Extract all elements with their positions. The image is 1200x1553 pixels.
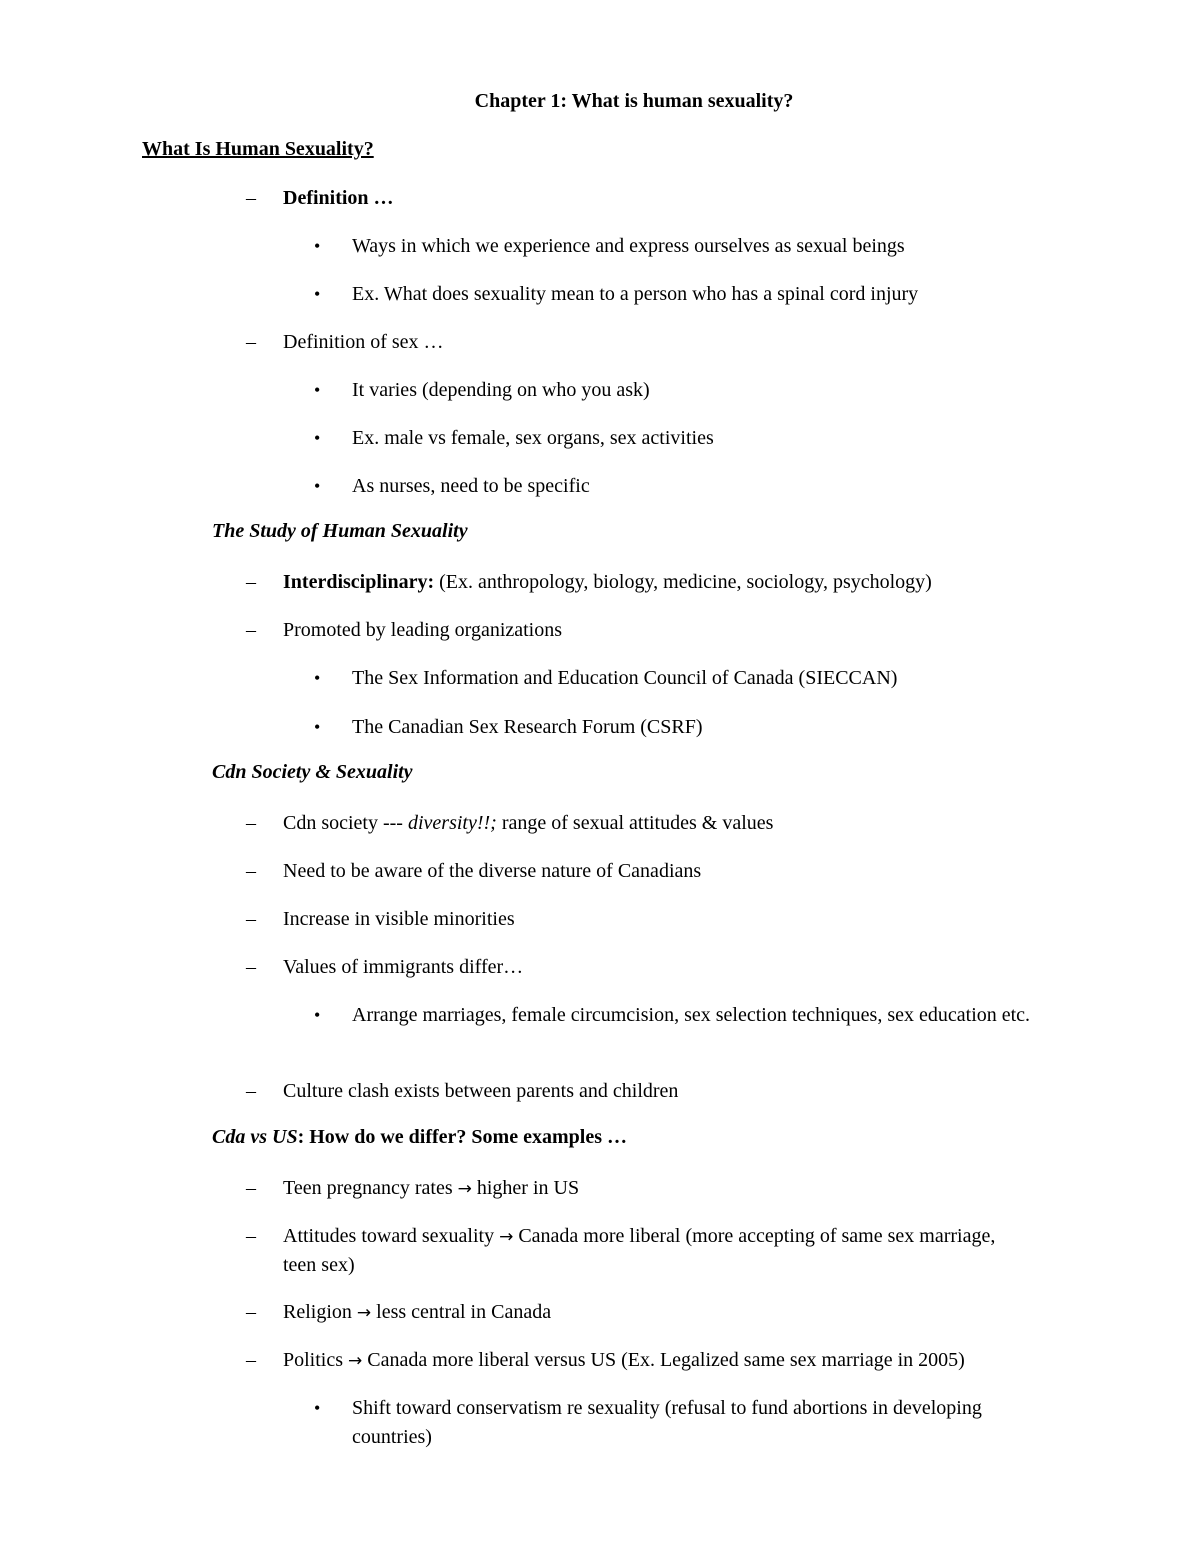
dash-marker: – [246,860,256,882]
dash-marker: – [246,331,256,353]
dash-marker: – [246,956,256,978]
term-description: (Ex. anthropology, biology, medicine, sociology, psychology) [434,571,932,593]
list-item-text [283,1222,1003,1279]
dash-marker: – [246,571,256,593]
bullet-marker: • [314,236,321,256]
emphasis-text: diversity!!; [407,812,497,834]
page-title: Chapter 1: What is human sexuality? [474,90,794,112]
bullet-marker: • [314,476,321,496]
bullet-marker: • [314,284,321,304]
text-part: less central in Canada [371,1301,552,1323]
text-part: higher in US [471,1177,580,1199]
list-item-text: Ex. What does sexuality mean to a person who has a spinal cord injury [352,283,919,305]
text-part: Teen pregnancy rates [283,1177,458,1199]
bullet-marker: • [314,1398,321,1418]
term-label: Interdisciplinary: [283,571,435,593]
dash-marker: – [246,619,256,641]
list-item-text: Ex. male vs female, sex organs, sex activities [352,427,714,449]
heading-italic-part: Cda vs US [212,1126,298,1148]
list-item-text: The Canadian Sex Research Forum (CSRF) [352,716,703,738]
arrow-right-icon: → [457,1179,472,1199]
list-item-text: Ways in which we experience and express ourselves as sexual beings [352,235,905,257]
dash-marker: – [246,1080,256,1102]
dash-marker: – [246,812,256,834]
list-item-text [283,568,1063,596]
arrow-right-icon: → [348,1351,363,1371]
list-item-text: Arrange marriages, female circumcision, sex selection techniques, sex education etc. [352,1004,1031,1026]
section-heading: Cdn Society & Sexuality [212,761,413,783]
text-part: Attitudes toward sexuality [283,1225,500,1247]
text-part: Canada more liberal versus US (Ex. Legalized same sex marriage in 2005) [362,1349,965,1371]
main-heading: What Is Human Sexuality? [142,138,374,160]
list-item-text: Promoted by leading organizations [283,619,563,641]
list-item-text: Values of immigrants differ… [283,956,524,978]
arrow-right-icon: → [356,1303,372,1323]
dash-marker: – [246,1177,256,1199]
list-item-text: It varies (depending on who you ask) [352,379,650,401]
bullet-marker: • [314,717,321,737]
bullet-marker: • [314,668,321,688]
section-heading [212,1126,627,1149]
list-item-text: Culture clash exists between parents and children [283,1080,679,1102]
list-item-text [283,1346,1063,1375]
list-item-text: Need to be aware of the diverse nature of Canadians [283,860,702,882]
bullet-marker: • [314,380,321,400]
dash-marker: – [246,1225,256,1247]
list-item-text: As nurses, need to be specific [352,475,590,497]
bullet-marker: • [314,1005,321,1025]
text-part: Canada more liberal (more accepting of same sex marriage, teen sex) [283,1225,996,1276]
list-item-text [283,809,1063,837]
list-item-text: Definition of sex … [283,331,444,353]
list-item-text: Increase in visible minorities [283,908,515,930]
list-item-text [283,1298,1063,1327]
definition-label: Definition … [283,187,394,209]
section-heading: The Study of Human Sexuality [212,520,468,542]
text-part: Religion [283,1301,357,1323]
list-item-text [283,1174,1063,1203]
dash-marker: – [246,1349,256,1371]
list-item-text: Shift toward conservatism re sexuality (refusal to fund abortions in developing countries) [352,1397,982,1448]
text-part: Politics [283,1349,349,1371]
dash-marker: – [246,908,256,930]
bullet-marker: • [314,428,321,448]
dash-marker: – [246,1301,256,1323]
dash-marker: – [246,187,256,209]
text-part: range of sexual attitudes & values [496,812,774,834]
list-item-text: The Sex Information and Education Council of Canada (SIECCAN) [352,667,898,689]
text-part: Cdn society --- [283,812,408,834]
heading-bold-part: : How do we differ? Some examples … [297,1126,627,1148]
arrow-right-icon: → [499,1227,514,1247]
